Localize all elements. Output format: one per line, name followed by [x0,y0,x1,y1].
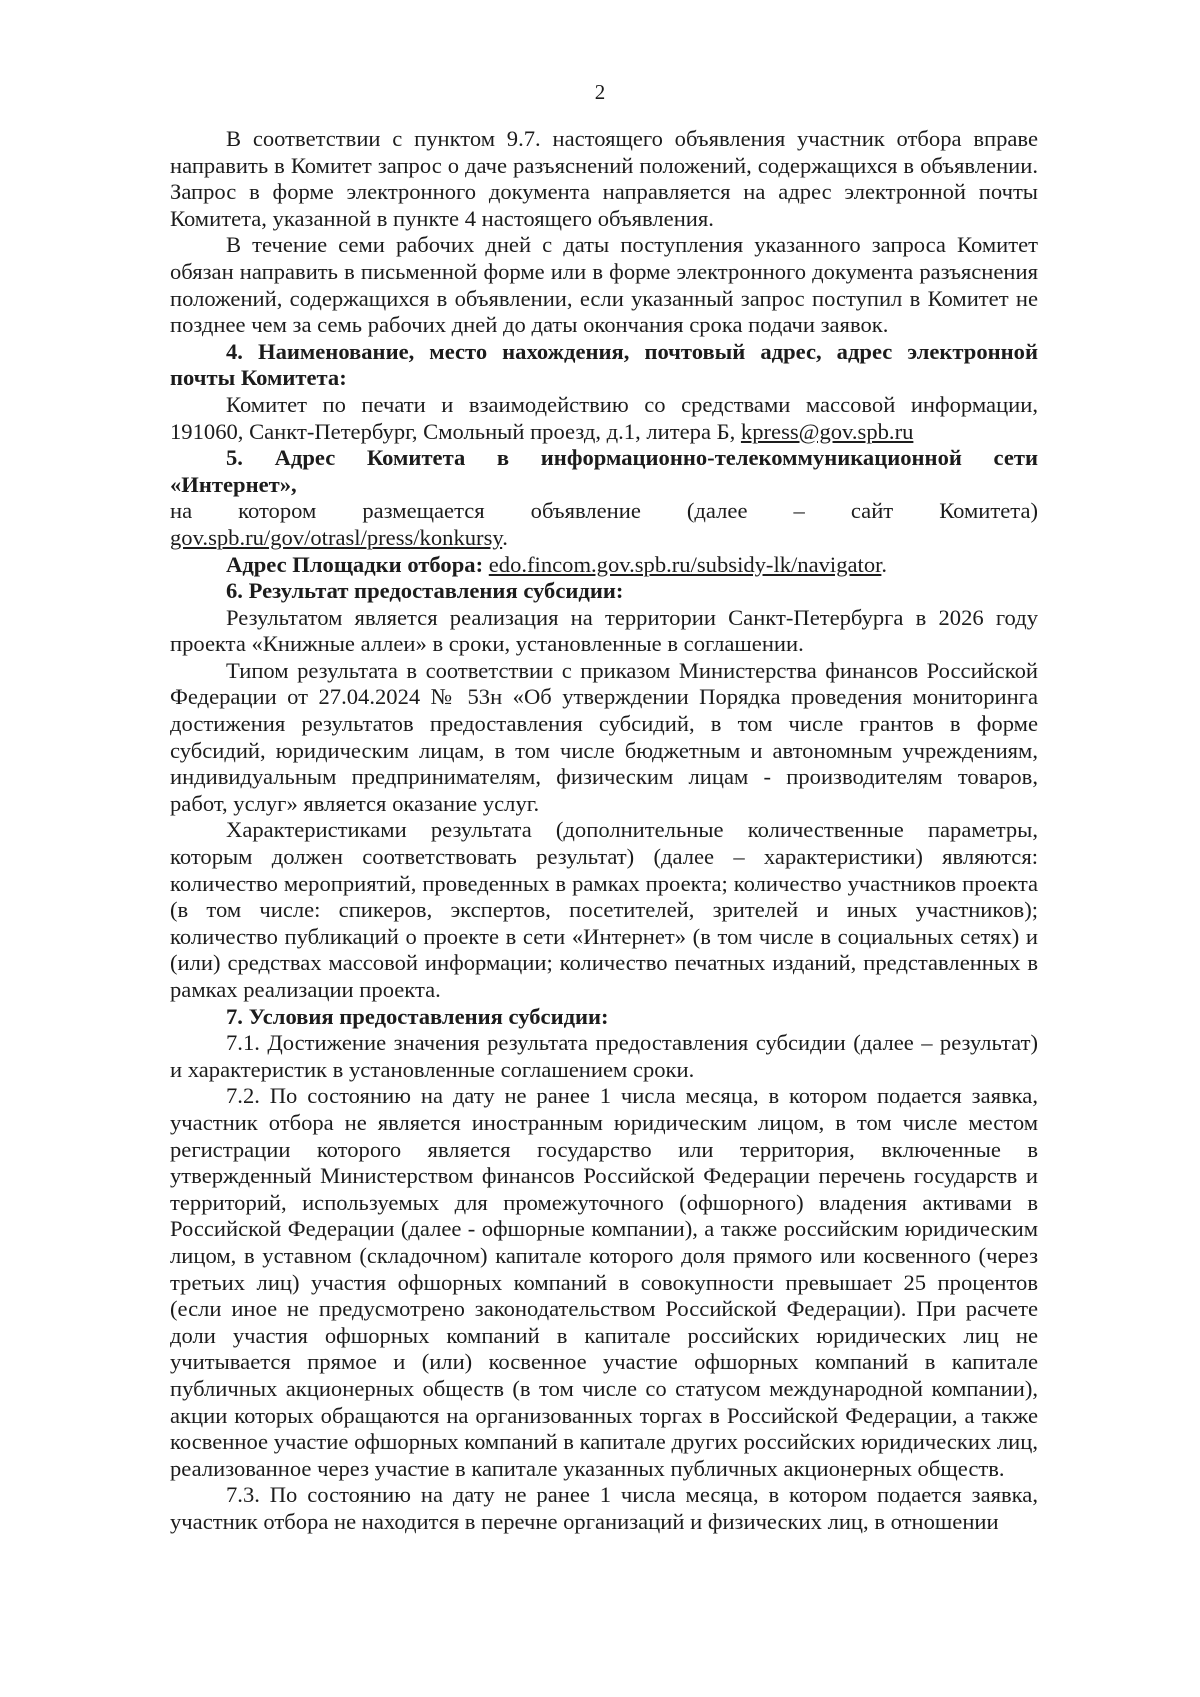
clause-7-2: 7.2. По состоянию на дату не ранее 1 числа месяца, в котором подается заявка, участник отбора не является иностранным юридическим лицом, в том числе местом регистрации которого является государство или территория, включенные в утвержденный Министерством финансов Российской Федерации перечень государств и территорий, используемых для промежуточного (офшорного) владения активами в Российской Федерации (далее - офшорные компании), а также российским юридическим лицом, в уставном (складочном) капитале которого доля прямого или косвенного (через третьих лиц) участия офшорных компаний в совокупности превышает 25 процентов (если иное не предусмотрено законодательством Российской Федерации). При расчете доли участия офшорных компаний в капитале российских юридических лиц не учитывается прямое и (или) косвенное участие офшорных компаний в капитале публичных акционерных обществ (в том числе со статусом международной компании), акции которых обращаются на организованных торгах в Российской Федерации, а также косвенное участие офшорных компаний в капитале других российских юридических лиц, реализованное через участие в капитале указанных публичных акционерных обществ. [170,1083,1038,1481]
clause-7-1: 7.1. Достижение значения результата предоставления субсидии (далее – результат) и характеристик в установленные соглашением сроки. [170,1030,1038,1082]
paragraph-clarification-request: В соответствии с пунктом 9.7. настоящего объявления участник отбора вправе направить в Комитет запрос о даче разъяснений положений, содержащихся в объявлении. Запрос в форме электронного документа направляется на адрес электронной почты Комитета, указанной в пункте 4 настоящего объявления. [170,126,1038,231]
page-number: 2 [594,80,606,104]
section-6-heading: 6. Результат предоставления субсидии: [226,578,624,604]
section-7-heading: 7. Условия предоставления субсидии: [226,1003,609,1029]
document-body [170,126,1038,1535]
section-4-heading: 4. Наименование, место нахождения, почтовый адрес, адрес электронной почты Комитета: [170,338,1038,391]
section-6-result-type: Типом результата в соответствии с приказом Министерства финансов Российской Федерации от 27.04.2024 № 53н «Об утверждении Порядка проведения мониторинга достижения результатов предоставления субсидий, в том числе грантов в форме субсидий, юридическим лицам, в том числе бюджетным и автономным учреждениям, индивидуальным предпринимателям, физическим лицам - производителям товаров, работ, услуг» является оказание услуг. [170,657,1038,816]
section-5-website: на котором размещается объявление (далее – сайт Комитета) gov.spb.ru/gov/otrasl/press/konkursy. [170,498,1038,550]
section-4-address: Комитет по печати и взаимодействию со средствами массовой информации, 191060, Санкт-Петербург, Смольный проезд, д.1, литера Б, kpress@gov.spb.ru [170,391,1038,444]
section-5-heading: 5. Адрес Комитета в информационно-телекоммуникационной сети «Интернет», [170,445,1038,497]
section-6-characteristics: Характеристиками результата (дополнительные количественные параметры, которым должен соответствовать результат) (далее – характеристики) являются: количество мероприятий, проведенных в рамках проекта; количество участников проекта (в том числе: спикеров, экспертов, посетителей, зрителей и иных участников); количество публикаций о проекте в сети «Интернет» (в том числе в социальных сетях) и (или) средствах массовой информации; количество печатных изданий, представленных в рамках реализации проекта. [170,817,1038,1002]
committee-email-link[interactable]: kpress@gov.spb.ru [740,418,914,444]
platform-address: Адрес Площадки отбора: edo.fincom.gov.spb.ru/subsidy-lk/navigator. [226,551,888,577]
clause-7-3: 7.3. По состоянию на дату не ранее 1 числа месяца, в котором подается заявка, участник отбора не находится в перечне организаций и физических лиц, в отношении [170,1482,1038,1534]
section-6-result: Результатом является реализация на территории Санкт-Петербурга в 2026 году проекта «Книжные аллеи» в сроки, установленные в соглашении. [170,604,1038,657]
committee-website-link[interactable]: gov.spb.ru/gov/otrasl/press/konkursy [170,524,503,550]
platform-link[interactable]: edo.fincom.gov.spb.ru/subsidy-lk/navigator [488,551,882,577]
paragraph-clarification-deadline: В течение семи рабочих дней с даты поступления указанного запроса Комитет обязан направить в письменной форме или в форме электронного документа разъяснения положений, содержащихся в объявлении, если указанный запрос поступил в Комитет не позднее чем за семь рабочих дней до даты окончания срока подачи заявок. [170,232,1038,338]
